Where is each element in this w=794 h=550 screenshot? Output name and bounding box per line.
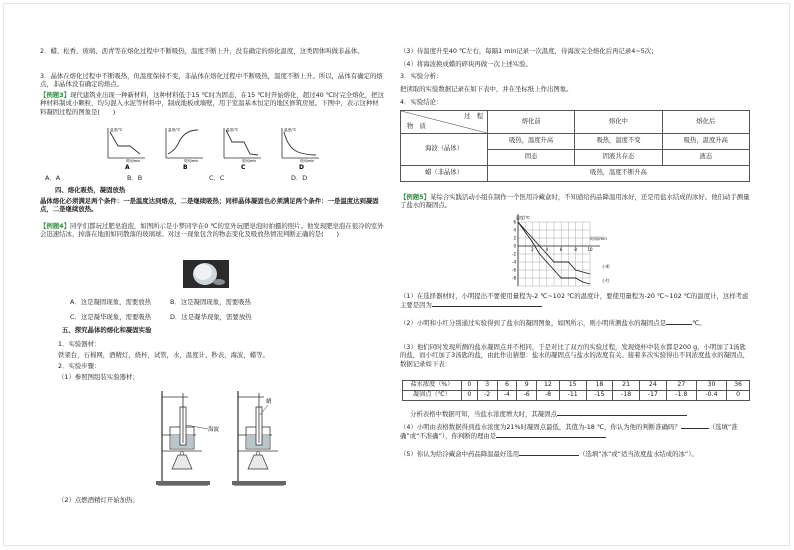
- chart-yticks: [512, 220, 516, 281]
- freezing-cell: -8: [537, 391, 560, 401]
- conc-cell: 18: [586, 381, 613, 391]
- graph-b: [166, 127, 203, 170]
- question-4a-text: （4）小明由表格数据得到盐水浓度为21%时凝固点最低，其值为-18 ℃，你认为他的判断准确吗？: [400, 423, 681, 431]
- paragraph-amorphous: 2．蜡、松香、玻璃、沥青等在熔化过程中不断吸热，温度不断上升，没有确定的熔化温度，这类固体叫做非晶体。: [40, 47, 364, 55]
- cooling-chart: [500, 214, 620, 290]
- answer-blank-1[interactable]: [432, 300, 542, 307]
- analysis-text: 把读取的实验数据记录在如下表中，并在坐标纸上作出图象。: [400, 85, 573, 93]
- question-5-end: （选填“冰”或“适当浓度盐水结成的冰”）。: [579, 450, 698, 458]
- y-tick-label: -4: [512, 259, 516, 265]
- choice-b[interactable]: B．B: [127, 174, 143, 182]
- graph-c-xlabel: 时间/min: [242, 159, 257, 163]
- chart-xticks: [531, 247, 593, 252]
- freezing-cell: -1.8: [666, 391, 696, 401]
- table-corner: [401, 111, 488, 134]
- choice-d[interactable]: D．D: [291, 174, 308, 182]
- graph-b-label: B: [183, 164, 188, 170]
- header-after: 熔化后: [662, 111, 749, 134]
- step-1: 1．实验器材：: [58, 340, 101, 348]
- choice-4d[interactable]: D．这是凝华现象，需要放热: [170, 313, 252, 321]
- freezing-cell: -0.4: [696, 391, 726, 401]
- x-tick-label: 8: [574, 247, 577, 252]
- graph-c-ylabel: 温度/℃: [226, 128, 239, 132]
- graph-d-xlabel: 时间/min: [300, 159, 315, 163]
- graph-c: [224, 127, 261, 170]
- example-4: [40, 222, 385, 239]
- conc-cell: 3: [477, 381, 497, 391]
- apparatus-la: [232, 391, 286, 485]
- bubble-icon: [183, 260, 229, 288]
- apparatus-figure: [150, 385, 290, 487]
- chart-ylabel: 温度/℃: [516, 215, 530, 220]
- conc-cell: 24: [639, 381, 666, 391]
- choices-ex3: [45, 174, 375, 182]
- question-2-end: ℃。: [692, 319, 706, 327]
- step-3: （3）待温度升至40 ℃左右，每隔1 min记录一次温度，待海波完全熔化后再记录4~5次；: [400, 47, 658, 55]
- paragraph-crystal-melting: 3．晶体在熔化过程中不断吸热，但温度保持不变，非晶体在熔化过程中不断吸热，温度不断上升。所以，晶体有确定的熔点，非晶体没有确定的熔点。: [40, 72, 383, 89]
- label-haibo: 海波: [208, 427, 220, 433]
- question-2-text: （2）小明和小红分别通过实验得到了盐水的凝固图象，如图所示，则小明所测盐水的凝固点是: [400, 319, 667, 327]
- question-3: （3）他们同时发现所测的盐水凝固点并不相同，于是对比了双方的实验过程，发现烧杯中装水都是200 g，小明加了1汤匙的盐，而小红加了3汤匙的盐，由此作出猜想：盐水的凝固点与盐水的浓度有关。接着多次实验得出不同浓度盐水的凝固点，数据记录如下表：: [400, 343, 750, 368]
- example-5-text: 某综合实践活动小组在制作一个医用冷藏盒时，不知道给药品降温用冰好，还是用盐水结成的冰好。他们动手测量了盐水的凝固点。: [400, 193, 750, 210]
- step-4: （4）将海波换成蜡的碎块再做一次上述实验。: [400, 60, 532, 68]
- conc-cell: 6: [497, 381, 517, 391]
- label-la: 蜡: [266, 399, 272, 405]
- section-5-title: 五、探究晶体的熔化和凝固实验: [62, 326, 152, 334]
- legend-xiaohong: 小红: [602, 278, 610, 283]
- question-5: [400, 449, 698, 458]
- answer-blank-2[interactable]: [666, 318, 692, 325]
- row-la-label: 蜡（非晶体）: [401, 166, 488, 182]
- freezing-cell: -18: [613, 391, 640, 401]
- step-2-1: （1）参照图组装实验器材；: [58, 373, 139, 381]
- freezing-cell: -17: [639, 391, 666, 401]
- header-during: 熔化中: [575, 111, 662, 134]
- y-tick-label: -6: [512, 267, 516, 273]
- answer-blank-6[interactable]: [519, 449, 579, 456]
- y-tick-label: -2: [512, 251, 516, 257]
- freezing-cell: -6: [517, 391, 537, 401]
- x-tick-label: 10: [587, 247, 593, 252]
- example-3-text: 现代建筑业出现一种新材料，这种材料低于15 ℃时为固态，在15 ℃时开始熔化，超过40 ℃时完全熔化，把这种材料制成小颗粒，均匀混入水泥等材料中，制成地板或墙壁，用于室温基本恒定的地区修筑房屋。下图中，表示这种材料凝固过程的图象是( ): [40, 91, 385, 116]
- freezing-cell: -4: [497, 391, 517, 401]
- example-5-tag: 【例题5】: [400, 193, 431, 201]
- header-before: 熔化前: [488, 111, 575, 134]
- row-haibo-label: 海波（晶体）: [401, 134, 488, 166]
- choice-a[interactable]: A．A: [45, 174, 61, 182]
- conclusion-title: 4．实验结论：: [400, 98, 443, 106]
- conclusion-table: [400, 110, 750, 182]
- question-3b: [410, 409, 687, 418]
- graph-d-label: D: [299, 164, 304, 170]
- corner-top: 过 程: [464, 113, 483, 120]
- concentration-table: [402, 380, 750, 401]
- example-4-tag: 【例题4】: [40, 222, 71, 230]
- example-5: [400, 193, 750, 210]
- freezing-cell: -2: [477, 391, 497, 401]
- bubble-photo: [183, 260, 229, 288]
- graph-c-label: C: [241, 164, 246, 170]
- cell-haibo-heat-during: 吸热，温度不变: [575, 134, 662, 150]
- y-tick-label: 6: [513, 219, 516, 225]
- y-tick-label: 0: [513, 243, 516, 249]
- graph-d-ylabel: 温度/℃: [284, 128, 297, 132]
- conc-cell: 30: [696, 381, 726, 391]
- cell-haibo-heat-after: 吸热，温度升高: [662, 134, 749, 150]
- graph-a-xlabel: 时间/min: [126, 159, 141, 163]
- question-4a-mid: （选填“准确”或“不准确”），你判断的理由是: [400, 423, 738, 441]
- legend-xiaoming: 小明: [602, 264, 610, 269]
- question-1: [400, 292, 752, 310]
- example-3-tag: 【例题3】: [40, 91, 71, 99]
- corner-bottom: 物 质: [407, 122, 426, 130]
- graph-a: [108, 127, 145, 170]
- cell-haibo-state-during: 固液共存态: [575, 150, 662, 166]
- step-2: 2．实验步骤：: [58, 362, 101, 370]
- answer-blank-4[interactable]: [681, 422, 709, 429]
- example-4-text: 同学们都玩过肥皂泡泡，如图所示是小梦同学在0 ℃的室外玩肥皂泡时拍摄的照片。他发现肥皂泡在很冷的室外会迅速结冰，掉落在地面如同散落的玻璃球。对这一现象包含的物态变化及吸放热情况判断正确的是( ): [40, 222, 384, 239]
- analysis-title: 3．实验分析：: [400, 72, 443, 80]
- choice-4a[interactable]: A．这是凝固现象，需要放热: [70, 298, 152, 306]
- question-5-text: （5）你认为给冷藏盒中药品降温最好选用: [400, 450, 520, 458]
- example-3: [40, 91, 385, 116]
- cell-haibo-state-before: 固态: [488, 150, 575, 166]
- question-3b-text: 分析表格中数据可知，当盐水浓度增大时，其凝固点: [410, 410, 557, 418]
- y-tick-label: 2: [513, 235, 516, 241]
- graphs-ex3: [100, 124, 330, 170]
- graph-a-ylabel: 温度/℃: [110, 128, 123, 132]
- conc-cell: 9: [517, 381, 537, 391]
- question-1-text: （1）在选择器材时，小明提出不要使用量程为-2 ℃~102 ℃的温度计，要使用量程为-20 ℃~102 ℃的温度计，这样考虑主要是因为: [400, 292, 749, 310]
- choices-ex4: [70, 298, 370, 324]
- section-4-text: 晶体熔化必须满足两个条件：一是温度达到熔点，二是继续吸热；同样晶体凝固也必须满足两个条件：一是温度达到凝固点，二是继续放热。: [40, 197, 379, 214]
- question-4a: [400, 422, 752, 441]
- freezing-cell: 0: [462, 391, 478, 401]
- choice-4b[interactable]: B．这是凝固现象，需要吸热: [170, 298, 252, 306]
- chart-xlabel: 时间/min: [590, 236, 607, 241]
- y-tick-label: -8: [512, 275, 516, 281]
- freezing-label: 凝固点（℃）: [403, 391, 462, 401]
- conc-cell: 12: [537, 381, 560, 391]
- cell-haibo-heat-before: 吸热，温度升高: [488, 134, 575, 150]
- graph-a-label: A: [125, 164, 130, 170]
- chart-grid: [518, 222, 590, 286]
- y-tick-label: 4: [513, 227, 516, 233]
- conc-label: 盐水浓度（%）: [403, 381, 462, 391]
- graph-b-xlabel: 时间/min: [184, 159, 199, 163]
- answer-blank-5[interactable]: [496, 431, 606, 438]
- cell-haibo-state-after: 液态: [662, 150, 749, 166]
- choice-4c[interactable]: C．这是凝华现象，需要吸热: [70, 313, 152, 321]
- x-tick-label: 6: [559, 247, 563, 252]
- conc-cell: 27: [666, 381, 696, 391]
- graph-b-ylabel: 温度/℃: [168, 128, 181, 132]
- freezing-cell: -15: [586, 391, 613, 401]
- conc-cell: 15: [559, 381, 586, 391]
- section-4-title: 四、熔化吸热，凝固放热: [55, 186, 126, 194]
- choice-c[interactable]: C．C: [209, 174, 225, 182]
- conc-cell: 0: [462, 381, 478, 391]
- conc-cell: 21: [613, 381, 640, 391]
- answer-blank-3[interactable]: [557, 409, 687, 416]
- materials: 铁架台，石棉网，酒精灯，烧杯，试管，水，温度计，秒表，海波，蜡等。: [58, 351, 269, 359]
- conc-cell: 36: [727, 381, 750, 391]
- question-2: [400, 318, 752, 327]
- freezing-cell: -11: [559, 391, 586, 401]
- cell-la-heat: 吸热，温度不断升高: [488, 166, 750, 182]
- x-tick-label: 2: [531, 247, 534, 252]
- apparatus-haibo: [156, 391, 210, 485]
- step-2-2: （2）点燃酒精灯开始加热；: [58, 496, 139, 504]
- graph-d: [282, 127, 319, 170]
- x-tick-label: 4: [545, 247, 549, 252]
- freezing-cell: 0: [727, 391, 750, 401]
